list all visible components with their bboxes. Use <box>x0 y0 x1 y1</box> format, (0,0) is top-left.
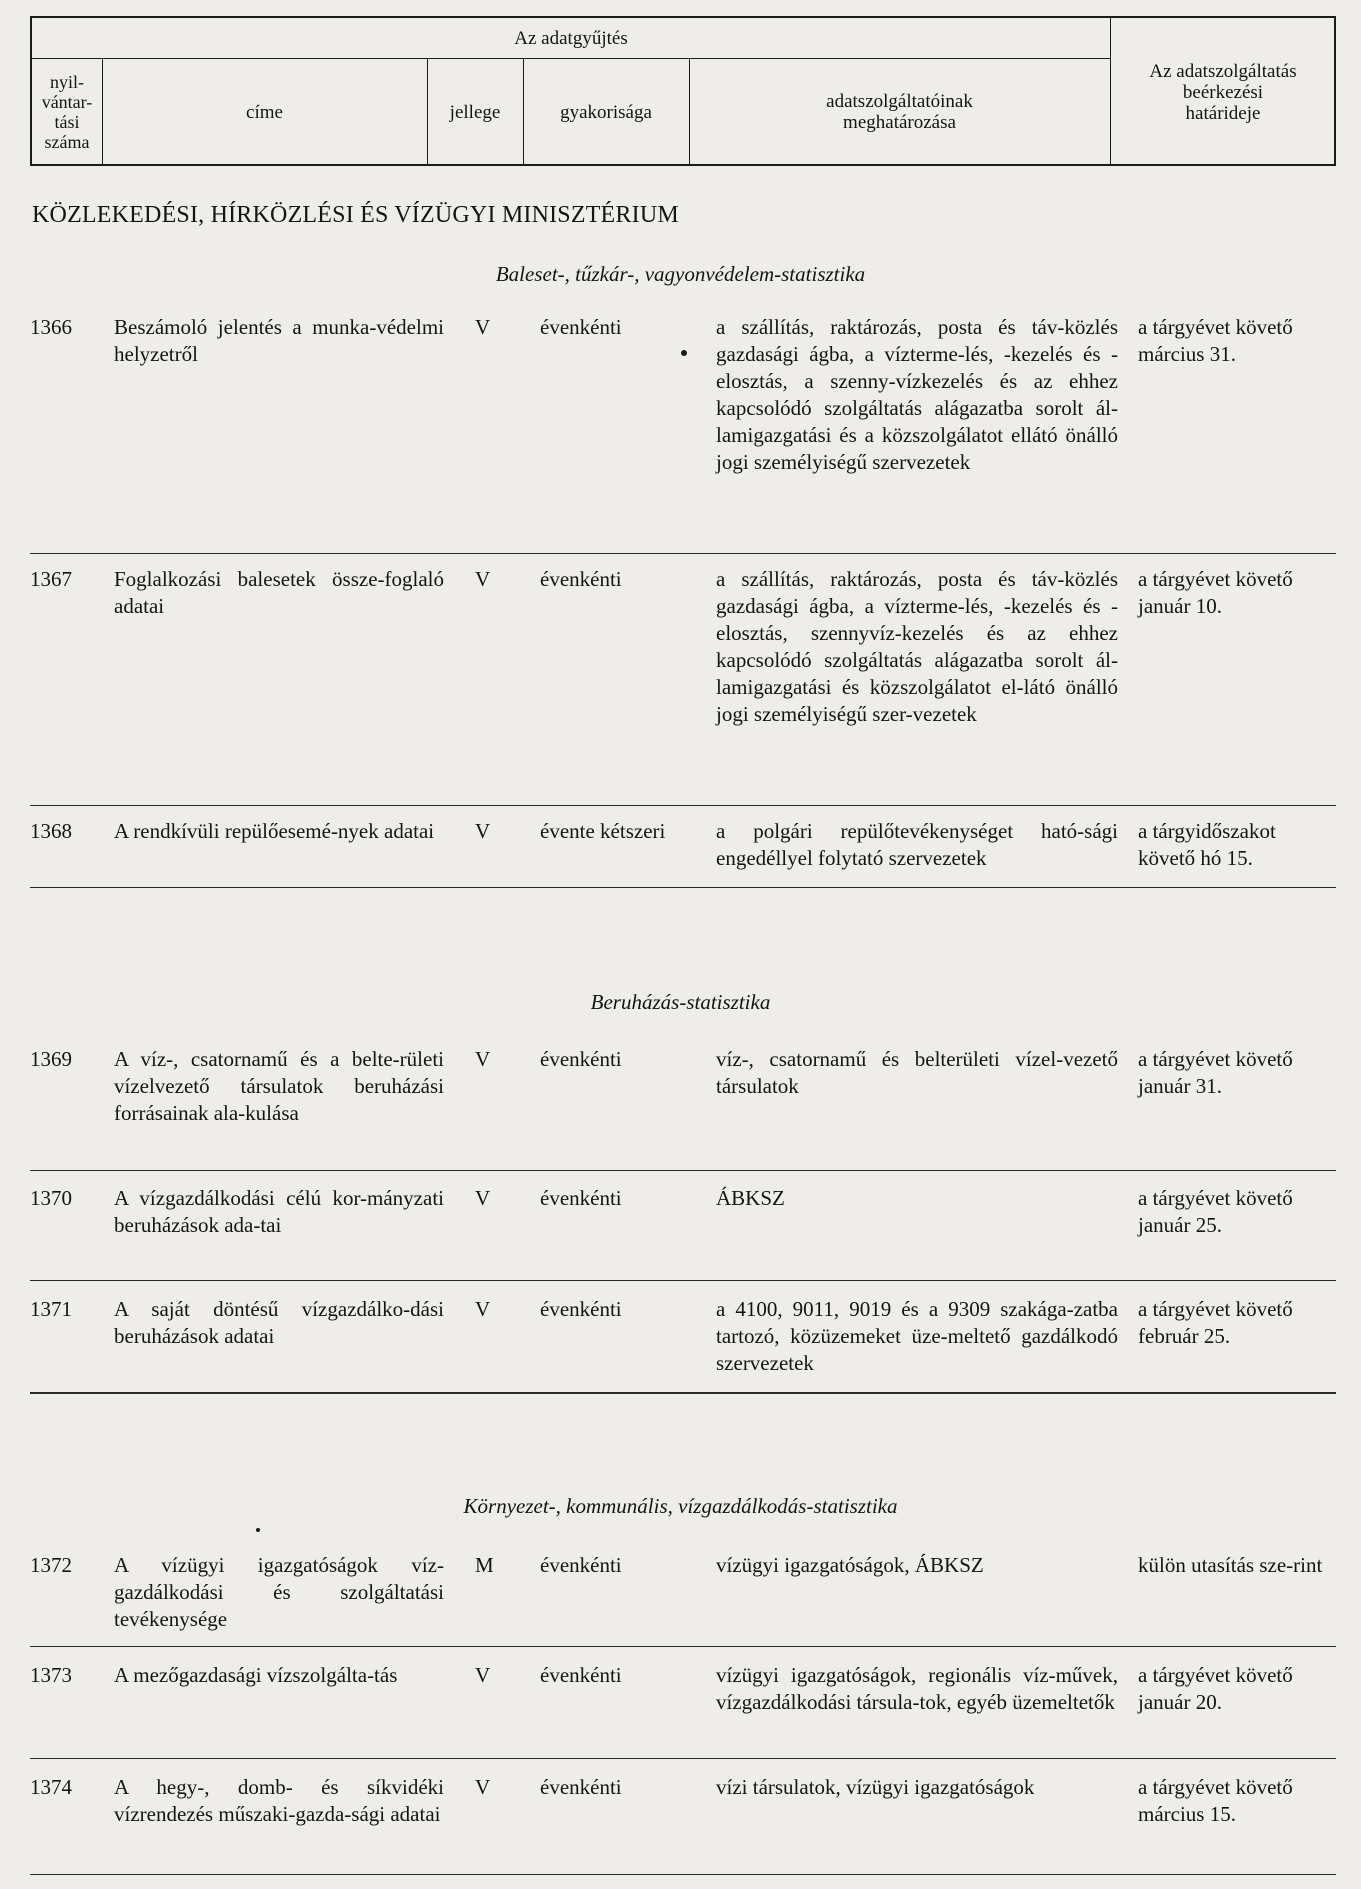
header-frequency-column: gyakorisága <box>560 101 652 123</box>
row-frequency: évenkénti <box>540 1297 622 1321</box>
ministry-heading: KÖZLEKEDÉSI, HÍRKÖZLÉSI ÉS VÍZÜGYI MINISZTÉRIUM <box>32 202 679 228</box>
header-deadline-column: Az adatszolgáltatás beérkezési határideje <box>1149 60 1297 124</box>
header-type-column: jellege <box>449 101 501 123</box>
header-providers-column: adatszolgáltatóinak meghatározása <box>826 91 973 133</box>
row-number: 1374 <box>30 1775 72 1799</box>
row-frequency: évenkénti <box>540 1775 622 1799</box>
row-divider <box>30 1170 1336 1171</box>
row-type: V <box>475 1775 491 1799</box>
row-providers: a 4100, 9011, 9019 és a 9309 szakága-zatba tartozó, közüzemeket üze-meltető gazdálkodó szervezetek <box>716 1297 1118 1375</box>
row-frequency: évenkénti <box>540 315 622 339</box>
row-number: 1370 <box>30 1186 72 1210</box>
section-title-accident: Baleset-, tűzkár-, vagyonvédelem-statisztika <box>495 262 866 286</box>
row-number: 1368 <box>30 819 72 843</box>
row-deadline: a tárgyidőszakot követő hó 15. <box>1138 819 1276 870</box>
row-title: A mezőgazdasági vízszolgálta-tás <box>114 1663 398 1687</box>
row-type: V <box>475 1186 491 1210</box>
row-type: V <box>475 567 491 591</box>
stray-dot <box>681 350 687 356</box>
row-deadline: a tárgyévet követő január 25. <box>1138 1186 1293 1237</box>
row-number: 1369 <box>30 1047 72 1071</box>
row-title: A vízügyi igazgatóságok víz-gazdálkodási és szolgáltatási tevékenysége <box>114 1553 444 1631</box>
header-title-column: címe <box>246 101 283 123</box>
row-title: A saját döntésű vízgazdálko-dási beruházások adatai <box>114 1297 444 1348</box>
row-title: A vízgazdálkodási célú kor-mányzati beruházások ada-tai <box>114 1186 444 1237</box>
row-title: A víz-, csatornamű és a belte-rületi vízelvezető társulatok beruházási forrásainak ala-kulása <box>114 1047 444 1125</box>
row-providers: vízi társulatok, vízügyi igazgatóságok <box>716 1775 1035 1799</box>
row-type: V <box>475 1663 491 1687</box>
row-type: V <box>475 819 491 843</box>
row-type: M <box>475 1553 494 1577</box>
row-providers: vízügyi igazgatóságok, regionális víz-művek, vízgazdálkodási társula-tok, egyéb üzemeltetők <box>716 1663 1118 1714</box>
row-deadline: a tárgyévet követő január 10. <box>1138 567 1293 618</box>
row-deadline: a tárgyévet követő március 31. <box>1138 315 1293 366</box>
row-divider <box>30 1874 1336 1875</box>
row-deadline: a tárgyévet követő február 25. <box>1138 1297 1293 1348</box>
row-divider <box>30 1392 1336 1394</box>
row-title: Beszámoló jelentés a munka-védelmi helyzetről <box>114 315 444 366</box>
row-title: Foglalkozási balesetek össze-foglaló adatai <box>114 567 444 618</box>
row-providers: a szállítás, raktározás, posta és táv-közlés gazdasági ágba, a vízterme-lés, -kezelés és -elosztás, a szenny-vízkezelés és az ehhez kapcsolódó szolgáltatás alágazatba sorolt ál-lamigazgatási és a közszolgálatot ellátó önálló jogi személyiségű szervezetek <box>716 315 1118 474</box>
row-frequency: évenkénti <box>540 1186 622 1210</box>
row-deadline: a tárgyévet követő január 31. <box>1138 1047 1293 1098</box>
row-deadline: a tárgyévet követő március 15. <box>1138 1775 1293 1826</box>
row-number: 1372 <box>30 1553 72 1577</box>
row-frequency: évente kétszeri <box>540 819 666 843</box>
row-divider <box>30 887 1336 888</box>
row-providers: a polgári repülőtevékenységet ható-sági engedéllyel folytató szervezetek <box>716 819 1118 870</box>
header-registration-number: nyil- vántar- tási száma <box>41 72 93 152</box>
row-frequency: évenkénti <box>540 1663 622 1687</box>
row-divider <box>30 1280 1336 1281</box>
row-divider <box>30 1646 1336 1647</box>
row-providers: ÁBKSZ <box>716 1186 785 1210</box>
row-providers: a szállítás, raktározás, posta és táv-közlés gazdasági ágba, a vízterme-lés, -kezelés és -elosztás, szennyvíz-kezelés és az ehhez kapcsolódó szolgáltatás alágazatba sorolt ál-lamigazgatási és közszolgálatot el-látó önálló jogi személyiségű szer-vezetek <box>716 567 1118 726</box>
row-deadline: külön utasítás sze-rint <box>1138 1553 1323 1577</box>
row-number: 1366 <box>30 315 72 339</box>
row-title: A rendkívüli repülőesemé-nyek adatai <box>114 819 435 843</box>
section-title-environment: Környezet-, kommunális, vízgazdálkodás-statisztika <box>463 1494 898 1518</box>
row-frequency: évenkénti <box>540 1047 622 1071</box>
row-number: 1367 <box>30 567 72 591</box>
row-divider <box>30 805 1336 806</box>
row-type: V <box>475 1047 491 1071</box>
row-divider <box>30 553 1336 554</box>
section-title-investment: Beruházás-statisztika <box>590 990 771 1014</box>
row-providers: víz-, csatornamű és belterületi vízel-vezető társulatok <box>716 1047 1118 1098</box>
row-type: V <box>475 1297 491 1321</box>
row-deadline: a tárgyévet követő január 20. <box>1138 1663 1293 1714</box>
row-providers: vízügyi igazgatóságok, ÁBKSZ <box>716 1553 984 1577</box>
row-number: 1371 <box>30 1297 72 1321</box>
row-title: A hegy-, domb- és síkvidéki vízrendezés műszaki-gazda-sági adatai <box>114 1775 444 1826</box>
row-frequency: évenkénti <box>540 567 622 591</box>
row-number: 1373 <box>30 1663 72 1687</box>
row-type: V <box>475 315 491 339</box>
stray-dot <box>256 1528 260 1532</box>
header-group-title: Az adatgyűjtés <box>514 27 628 49</box>
header-table <box>30 16 1336 166</box>
row-divider <box>30 1758 1336 1759</box>
row-frequency: évenkénti <box>540 1553 622 1577</box>
